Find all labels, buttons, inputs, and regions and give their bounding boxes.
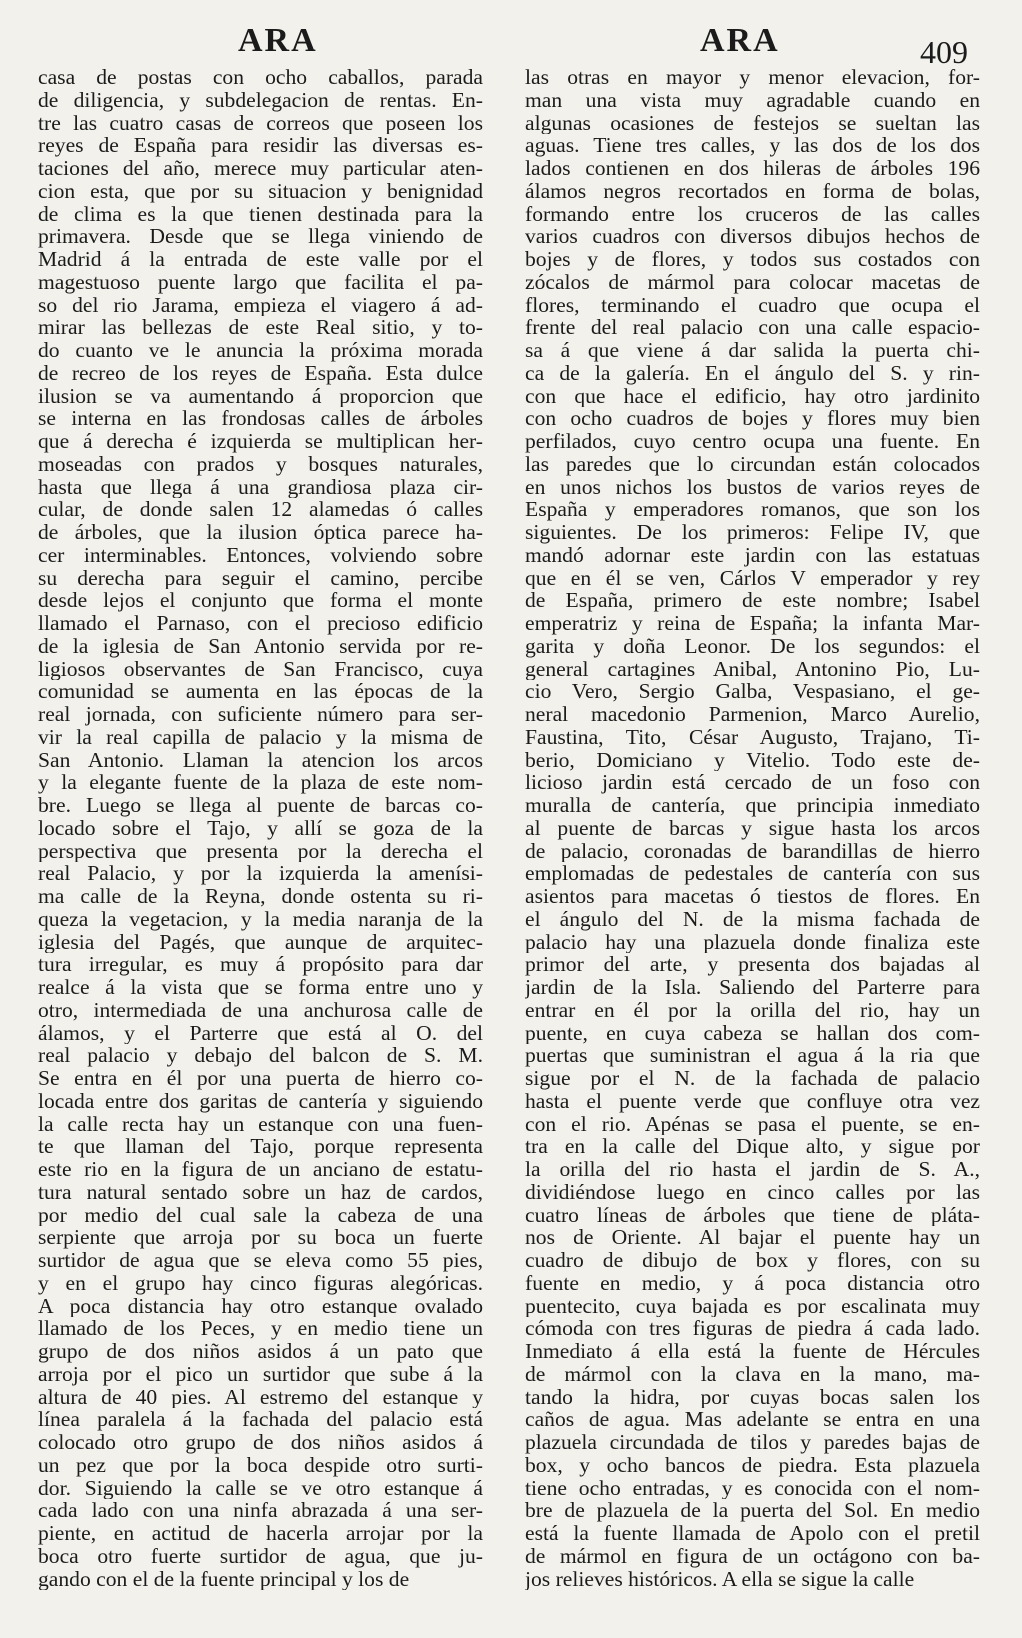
text-line: asientos para macetas ó tiestos de flores. En: [525, 885, 980, 908]
text-line: perspectiva que presenta por la derecha el: [38, 839, 483, 863]
running-head-left: ARA: [238, 22, 318, 59]
text-line: la calle recta hay un estanque con una fuen-: [38, 1112, 483, 1136]
text-line: un pez que por la boca despide otro surti-: [38, 1453, 483, 1477]
text-line: frente del real palacio con una calle espacio-: [525, 316, 980, 339]
text-line: garita y doña Leonor. De los segundos: el: [525, 634, 980, 658]
text-line: puente, en cuya cabeza se hallan dos com-: [525, 1021, 980, 1045]
text-line: al puente de barcas y sigue hasta los arcos: [525, 816, 980, 840]
text-line: de clima es la que tienen destinada para la: [38, 202, 483, 226]
text-line: hasta que llega á una grandiosa plaza cir-: [38, 475, 483, 499]
text-line: tra en la calle del Dique alto, y sigue por: [525, 1135, 980, 1158]
text-line: locado sobre el Tajo, y allí se goza de la: [38, 816, 483, 840]
text-line: otro, intermediada de una anchurosa calle de: [38, 998, 483, 1022]
text-line: este rio en la figura de un anciano de estatu-: [38, 1158, 483, 1181]
text-line: algunas ocasiones de festejos se sueltan las: [525, 111, 980, 135]
text-line: realce á la vista que se forma entre uno y: [38, 976, 483, 999]
text-line: colocado otro grupo de dos niños asidos á: [38, 1431, 483, 1454]
text-line: dividiéndose luego en cinco calles por las: [525, 1180, 980, 1204]
text-line: entrar en él por la orilla del rio, hay un: [525, 998, 980, 1022]
text-line: con que hace el edificio, hay otro jardinito: [525, 384, 980, 408]
text-line: las paredes que lo circundan están colocados: [525, 452, 980, 476]
text-line: se interna en las frondosas calles de árboles: [38, 407, 483, 430]
text-line: de diligencia, y subdelegacion de rentas. En-: [38, 88, 483, 112]
text-line: dor. Siguiendo la calle se ve otro estanque á: [38, 1476, 483, 1500]
text-line: desde lejos el conjunto que forma el monte: [38, 589, 483, 612]
text-line: España y emperadores romanos, que son los: [525, 498, 980, 521]
text-line: cada lado con una ninfa abrazada á una ser-: [38, 1499, 483, 1522]
text-line: con ocho cuadros de bojes y flores muy bien: [525, 407, 980, 430]
text-line: tando la hidra, por cuyas bocas salen los: [525, 1385, 980, 1409]
text-line: de España, primero de este nombre; Isabel: [525, 589, 980, 612]
text-line: cio Vero, Sergio Galba, Vespasiano, el ge-: [525, 680, 980, 703]
text-line: álamos, y el Parterre que está al O. del: [38, 1021, 483, 1045]
text-line: tiene ocho entradas, y es conocida con el nom-: [525, 1476, 980, 1500]
text-line: cular, de donde salen 12 alamedas ó calles: [38, 498, 483, 521]
text-line: tre las cuatro casas de correos que poseen los: [38, 111, 483, 135]
text-line: surtidor de agua que se eleva como 55 pies,: [38, 1249, 483, 1272]
text-line: muralla de cantería, que principia inmediato: [525, 794, 980, 817]
text-line: real Palacio, y por la izquierda la amenísi-: [38, 862, 483, 885]
text-line: con el rio. Apénas se pasa el puente, se en-: [525, 1112, 980, 1136]
text-line: casa de postas con ocho caballos, parada: [38, 66, 483, 89]
text-line: nos de Oriente. Al bajar el puente hay un: [525, 1226, 980, 1249]
text-line: mirar las bellezas de este Real sitio, y to-: [38, 316, 483, 339]
running-head-right: ARA: [700, 22, 780, 59]
text-line: flores, terminando el cuadro que ocupa el: [525, 293, 980, 317]
text-line: que á derecha é izquierda se multiplican her-: [38, 430, 483, 453]
text-line: real palacio y debajo del balcon de S. M.: [38, 1044, 483, 1067]
text-line: tura natural sentado sobre un haz de cardos,: [38, 1180, 483, 1204]
text-line: piente, en actitud de hacerla arrojar por la: [38, 1522, 483, 1545]
text-line: Se entra en él por una puerta de hierro co-: [38, 1067, 483, 1090]
text-line: real jornada, con suficiente número para ser-: [38, 703, 483, 726]
text-line: está la fuente llamada de Apolo con el pretil: [525, 1522, 980, 1545]
text-line: box, y ocho bancos de piedra. Esta plazuela: [525, 1453, 980, 1477]
text-line: ilusion se va aumentando á proporcion que: [38, 384, 483, 408]
text-line: comunidad se aumenta en las épocas de la: [38, 680, 483, 703]
text-line: te que llaman del Tajo, porque representa: [38, 1135, 483, 1158]
text-line: caños de agua. Mas adelante se entra en una: [525, 1408, 980, 1431]
text-line: queza la vegetacion, y la media naranja de la: [38, 907, 483, 931]
page-number: 409: [920, 34, 968, 70]
text-line: aguas. Tiene tres calles, y las dos de los dos: [525, 134, 980, 157]
text-line: línea paralela á la fachada del palacio está: [38, 1408, 483, 1431]
left-text-column: [38, 66, 483, 1590]
text-line: cer interminables. Entonces, volviendo sobre: [38, 543, 483, 567]
text-line: boca otro fuerte surtidor de agua, que ju-: [38, 1544, 483, 1568]
text-line: bre de plazuela de la puerta del Sol. En medio: [525, 1499, 980, 1522]
text-line: neral macedonio Parmenion, Marco Aurelio,: [525, 703, 980, 726]
text-line: que en él se ven, Cárlos V emperador y rey: [525, 566, 980, 590]
text-line: formando entre los cruceros de las calles: [525, 202, 980, 226]
text-line: tura irregular, es muy á propósito para dar: [38, 953, 483, 976]
text-line: de mármol con la clava en la mano, ma-: [525, 1362, 980, 1386]
text-line: arroja por el pico un surtidor que sube á la: [38, 1362, 483, 1386]
text-line: cuadro de dibujo de box y flores, con su: [525, 1249, 980, 1272]
text-line: San Antonio. Llaman la atencion los arcos: [38, 748, 483, 772]
text-line: magestuoso puente largo que facilita el pa-: [38, 270, 483, 294]
text-line: so del rio Jarama, empieza el viagero á ad-: [38, 293, 483, 317]
text-line: en unos nichos los bustos de varios reyes de: [525, 475, 980, 499]
text-line: sa á que viene á dar salida la puerta chi-: [525, 339, 980, 362]
text-line: de palacio, coronadas de barandillas de hierro: [525, 839, 980, 863]
text-line: varios cuadros con diversos dibujos hechos de: [525, 225, 980, 248]
text-line: Madrid á la entrada de este valle por el: [38, 248, 483, 271]
text-line: por medio del cual sale la cabeza de una: [38, 1203, 483, 1227]
text-line: perfilados, cuyo centro ocupa una fuente. En: [525, 430, 980, 453]
text-line: cion esta, que por su situacion y benignidad: [38, 179, 483, 203]
text-line: llamado el Parnaso, con el precioso edificio: [38, 612, 483, 635]
text-line: hasta el puente verde que confluye otra vez: [525, 1089, 980, 1113]
text-line: primavera. Desde que se llega viniendo de: [38, 225, 483, 248]
text-line: Faustina, Tito, César Augusto, Trajano, Ti-: [525, 725, 980, 749]
text-line: mandó adornar este jardin con las estatuas: [525, 543, 980, 567]
text-line: cómoda con tres figuras de piedra á cada lado.: [525, 1317, 980, 1340]
text-line: las otras en mayor y menor elevacion, for-: [525, 66, 980, 89]
text-line: sigue por el N. de la fachada de palacio: [525, 1067, 980, 1090]
text-line: puertas que suministran el agua á la ria que: [525, 1044, 980, 1067]
text-line: puentecito, cuya bajada es por escalinata muy: [525, 1294, 980, 1318]
text-line: y la elegante fuente de la plaza de este nom-: [38, 771, 483, 794]
text-line: y en el grupo hay cinco figuras alegóricas.: [38, 1271, 483, 1295]
text-line: ligiosos observantes de San Francisco, cuya: [38, 657, 483, 681]
text-line: reyes de España para residir las diversas es-: [38, 134, 483, 157]
text-line: palacio hay una plazuela donde finaliza este: [525, 930, 980, 954]
text-line: do cuanto ve le anuncia la próxima morada: [38, 339, 483, 362]
text-line: llamado de los Peces, y en medio tiene un: [38, 1317, 483, 1340]
text-line: de la iglesia de San Antonio servida por re-: [38, 634, 483, 658]
text-line: jos relieves históricos. A ella se sigue la calle: [525, 1567, 915, 1591]
text-line: general cartagines Anibal, Antonino Pio, Lu-: [525, 657, 980, 681]
right-text-column: [525, 66, 980, 1590]
text-line: plazuela circundada de tilos y paredes bajas de: [525, 1431, 980, 1454]
text-line: moseadas con prados y bosques naturales,: [38, 452, 483, 476]
text-line: fuente en medio, y á poca distancia otro: [525, 1271, 980, 1295]
text-line: ca de la galería. En el ángulo del S. y rin-: [525, 361, 980, 385]
text-line: bre. Luego se llega al puente de barcas co-: [38, 794, 483, 817]
text-line: zócalos de mármol para colocar macetas de: [525, 270, 980, 294]
text-line: jardin de la Isla. Saliendo del Parterre para: [525, 976, 980, 999]
text-line: emperatriz y reina de España; la infanta Mar-: [525, 612, 980, 635]
text-line: de recreo de los reyes de España. Esta dulce: [38, 361, 483, 385]
text-line: taciones del año, merece muy particular aten-: [38, 157, 483, 180]
text-line: emplomadas de pedestales de cantería con sus: [525, 862, 980, 885]
text-line: licioso jardin está cercado de un foso con: [525, 771, 980, 794]
text-line: siguientes. De los primeros: Felipe IV, que: [525, 521, 980, 544]
text-line: A poca distancia hay otro estanque ovalado: [38, 1294, 483, 1318]
text-line: altura de 40 pies. Al estremo del estanque y: [38, 1385, 483, 1409]
text-line: su derecha para seguir el camino, percibe: [38, 566, 483, 590]
text-line: berio, Domiciano y Vitelio. Todo este de-: [525, 748, 980, 772]
text-line: primor del arte, y presenta dos bajadas al: [525, 953, 980, 976]
text-line: grupo de dos niños asidos á un pato que: [38, 1340, 483, 1363]
text-line: de árboles, que la ilusion óptica parece ha-: [38, 521, 483, 544]
text-line: gando con el de la fuente principal y los de: [38, 1567, 410, 1591]
text-line: el ángulo del N. de la misma fachada de: [525, 907, 980, 931]
text-line: man una vista muy agradable cuando en: [525, 88, 980, 112]
text-line: vir la real capilla de palacio y la misma de: [38, 725, 483, 749]
text-line: lados contienen en dos hileras de árboles 196: [525, 157, 980, 180]
text-line: ma calle de la Reyna, donde ostenta su ri-: [38, 885, 483, 908]
text-line: bojes y de flores, y todos sus costados con: [525, 248, 980, 271]
text-line: cuatro líneas de árboles que tiene de pláta-: [525, 1203, 980, 1227]
text-line: de mármol en figura de un octágono con ba-: [525, 1544, 980, 1568]
text-line: locada entre dos garitas de cantería y siguiendo: [38, 1089, 483, 1113]
text-line: serpiente que arroja por su boca un fuerte: [38, 1226, 483, 1249]
text-line: la orilla del rio hasta el jardin de S. A.,: [525, 1158, 980, 1181]
text-line: álamos negros recortados en forma de bolas,: [525, 179, 980, 203]
text-line: Inmediato á ella está la fuente de Hércules: [525, 1340, 980, 1363]
text-line: iglesia del Pagés, que aunque de arquitec-: [38, 930, 483, 954]
